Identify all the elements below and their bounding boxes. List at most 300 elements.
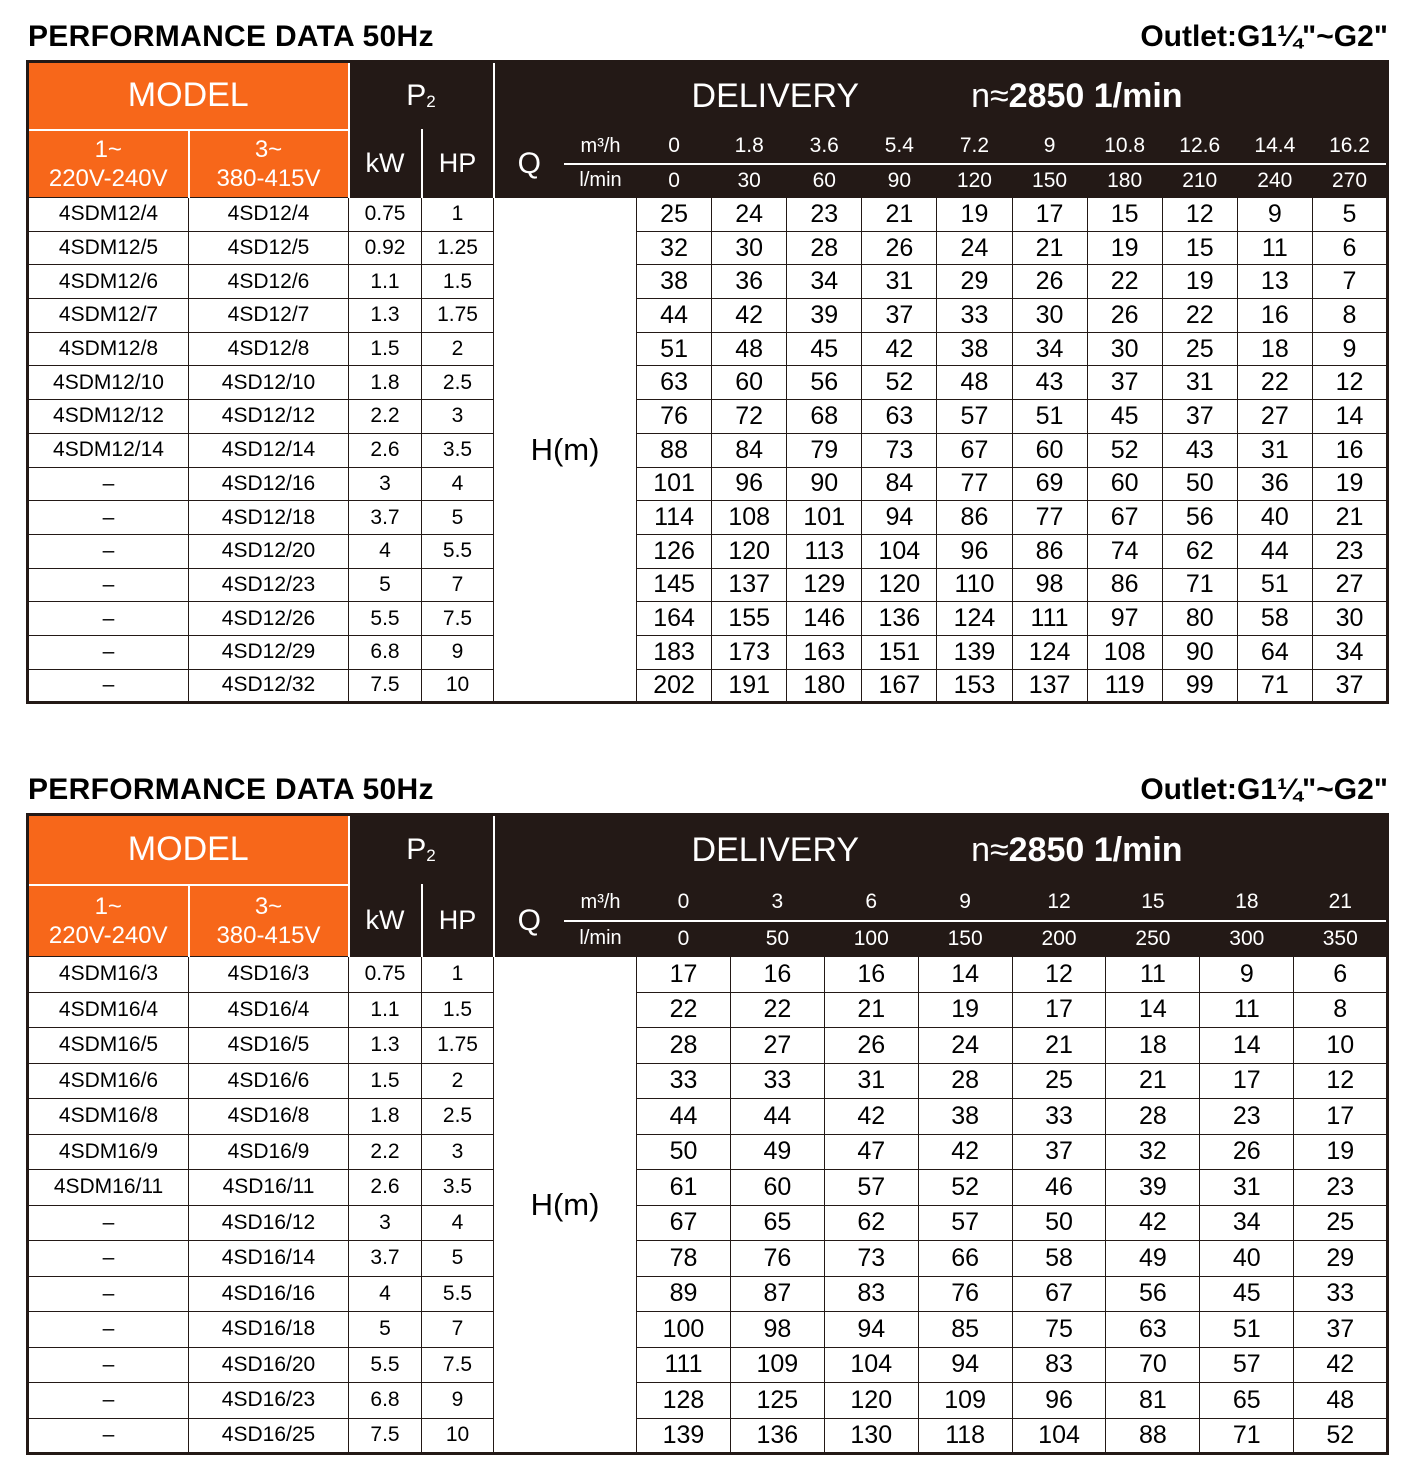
three-phase-model: 4SD12/32 [189, 669, 349, 703]
head-value: 22 [1162, 299, 1237, 333]
head-value: 120 [824, 1383, 918, 1419]
head-value: 167 [862, 669, 937, 703]
head-value: 73 [824, 1241, 918, 1277]
head-value: 19 [937, 198, 1012, 232]
single-phase-model: 4SDM12/6 [28, 265, 189, 299]
head-value: 8 [1294, 992, 1388, 1028]
head-value: 118 [918, 1418, 1012, 1454]
head-value: 57 [918, 1205, 1012, 1241]
head-value: 9 [1200, 957, 1294, 993]
head-value: 67 [1087, 501, 1162, 535]
kw-header: kW [349, 885, 422, 957]
power-kw: 1.1 [349, 992, 422, 1028]
single-phase-model: 4SDM16/5 [28, 1028, 189, 1064]
q-unit-m3h: m³/h [565, 130, 637, 164]
head-value: 97 [1087, 602, 1162, 636]
power-hp: 2.5 [422, 366, 494, 400]
three-phase-header [189, 885, 349, 957]
head-value: 80 [1162, 602, 1237, 636]
single-phase-model: 4SDM16/6 [28, 1063, 189, 1099]
head-value: 76 [637, 400, 712, 434]
head-value: 76 [730, 1241, 824, 1277]
table-row [28, 299, 1388, 333]
power-kw: 3 [349, 467, 422, 501]
head-value: 44 [637, 1099, 731, 1135]
q-header: Q [494, 885, 565, 957]
head-value: 24 [937, 231, 1012, 265]
head-value: 23 [1200, 1099, 1294, 1135]
header-row-top [28, 815, 1388, 885]
head-value: 114 [637, 501, 712, 535]
head-value: 94 [862, 501, 937, 535]
head-value: 163 [787, 635, 862, 669]
head-value: 24 [918, 1028, 1012, 1064]
table-row [28, 1205, 1388, 1241]
p2-label: P [406, 79, 427, 112]
head-value: 49 [730, 1134, 824, 1170]
head-value: 101 [787, 501, 862, 535]
q-lmin-value: 150 [918, 921, 1012, 957]
head-value: 108 [1087, 635, 1162, 669]
single-phase-model: – [28, 1276, 189, 1312]
power-kw: 1.8 [349, 366, 422, 400]
head-value: 56 [1162, 501, 1237, 535]
head-value: 32 [1106, 1134, 1200, 1170]
head-value: 119 [1087, 669, 1162, 703]
hp-header: HP [422, 130, 494, 198]
three-phase-model: 4SD16/14 [189, 1241, 349, 1277]
three-phase-model: 4SD12/10 [189, 366, 349, 400]
power-hp: 7 [422, 568, 494, 602]
q-m3h-value: 3 [730, 885, 824, 921]
table-row [28, 534, 1388, 568]
q-unit-m3h: m³/h [565, 885, 637, 921]
head-value: 71 [1237, 669, 1312, 703]
header-row-top [28, 62, 1388, 130]
power-kw: 3.7 [349, 501, 422, 535]
delivery-header [494, 62, 1388, 130]
head-value: 21 [1106, 1063, 1200, 1099]
head-value: 56 [787, 366, 862, 400]
speed-value: 2850 [1008, 830, 1085, 869]
power-kw: 4 [349, 534, 422, 568]
q-unit-lmin: l/min [565, 164, 637, 198]
head-value: 42 [712, 299, 787, 333]
head-value: 22 [1237, 366, 1312, 400]
head-value: 38 [937, 332, 1012, 366]
head-value: 72 [712, 400, 787, 434]
head-value: 9 [1237, 198, 1312, 232]
power-kw: 1.8 [349, 1099, 422, 1135]
q-lmin-value: 180 [1087, 164, 1162, 198]
speed-label [971, 831, 1182, 869]
q-m3h-value: 1.8 [712, 130, 787, 164]
head-value: 36 [712, 265, 787, 299]
outlet-spec: Outlet:G1¼"~G2" [1140, 773, 1388, 806]
head-value: 86 [1012, 534, 1087, 568]
three-phase-model: 4SD12/4 [189, 198, 349, 232]
head-value: 48 [712, 332, 787, 366]
head-value: 51 [1237, 568, 1312, 602]
head-value: 33 [730, 1063, 824, 1099]
head-value: 21 [1012, 1028, 1106, 1064]
head-value: 60 [1012, 433, 1087, 467]
head-value: 19 [918, 992, 1012, 1028]
head-value: 37 [1162, 400, 1237, 434]
table-row [28, 1063, 1388, 1099]
single-phase-model: – [28, 534, 189, 568]
table-row [28, 231, 1388, 265]
single-phase-model: 4SDM16/9 [28, 1134, 189, 1170]
table-row [28, 433, 1388, 467]
power-hp: 1 [422, 198, 494, 232]
power-hp: 1.75 [422, 1028, 494, 1064]
head-value: 86 [937, 501, 1012, 535]
q-m3h-value: 7.2 [937, 130, 1012, 164]
speed-label [971, 77, 1182, 115]
head-value: 62 [1162, 534, 1237, 568]
head-value: 34 [1312, 635, 1387, 669]
head-value: 12 [1012, 957, 1106, 993]
head-value: 137 [1012, 669, 1087, 703]
three-phase-model: 4SD16/20 [189, 1347, 349, 1383]
head-value: 37 [862, 299, 937, 333]
q-m3h-value: 21 [1294, 885, 1388, 921]
head-value: 15 [1162, 231, 1237, 265]
table-row [28, 467, 1388, 501]
head-value: 39 [787, 299, 862, 333]
head-value: 99 [1162, 669, 1237, 703]
single-phase-model: 4SDM16/11 [28, 1170, 189, 1206]
head-value: 31 [824, 1063, 918, 1099]
q-m3h-value: 6 [824, 885, 918, 921]
table-row [28, 400, 1388, 434]
head-value: 44 [1237, 534, 1312, 568]
head-value: 17 [1294, 1099, 1388, 1135]
section-title: PERFORMANCE DATA 50Hz [28, 773, 434, 806]
table-row [28, 1383, 1388, 1419]
head-value: 57 [824, 1170, 918, 1206]
head-value: 70 [1106, 1347, 1200, 1383]
head-value: 71 [1162, 568, 1237, 602]
kw-header: kW [349, 130, 422, 198]
head-value: 21 [824, 992, 918, 1028]
head-value: 30 [1012, 299, 1087, 333]
table-row [28, 1099, 1388, 1135]
head-value: 52 [1087, 433, 1162, 467]
power-hp: 5 [422, 1241, 494, 1277]
head-value: 79 [787, 433, 862, 467]
single-phase-model: 4SDM12/14 [28, 433, 189, 467]
single-phase-model: 4SDM12/8 [28, 332, 189, 366]
head-value: 17 [1012, 992, 1106, 1028]
three-phase-model: 4SD16/3 [189, 957, 349, 993]
head-value: 76 [918, 1276, 1012, 1312]
head-value: 69 [1012, 467, 1087, 501]
speed-prefix: n≈ [971, 830, 1009, 869]
head-value: 44 [730, 1099, 824, 1135]
head-value: 12 [1162, 198, 1237, 232]
q-lmin-value: 0 [637, 164, 712, 198]
table-row [28, 602, 1388, 636]
power-hp: 5.5 [422, 1276, 494, 1312]
head-value: 31 [1200, 1170, 1294, 1206]
head-value: 14 [1312, 400, 1387, 434]
head-value: 60 [712, 366, 787, 400]
single-phase-header [28, 885, 189, 957]
head-value: 94 [918, 1347, 1012, 1383]
head-value: 43 [1162, 433, 1237, 467]
three-phase-model: 4SD12/7 [189, 299, 349, 333]
head-value: 183 [637, 635, 712, 669]
three-phase-model: 4SD12/18 [189, 501, 349, 535]
head-value: 34 [787, 265, 862, 299]
head-value: 39 [1106, 1170, 1200, 1206]
three-phase-model: 4SD12/14 [189, 433, 349, 467]
performance-section-1 [26, 20, 1388, 710]
outlet-spec: Outlet:G1¼"~G2" [1140, 20, 1388, 53]
head-value: 44 [637, 299, 712, 333]
head-value: 45 [787, 332, 862, 366]
q-lmin-value: 270 [1312, 164, 1387, 198]
power-kw: 1.5 [349, 1063, 422, 1099]
head-value: 71 [1200, 1418, 1294, 1454]
head-value: 57 [937, 400, 1012, 434]
head-value: 28 [1106, 1099, 1200, 1135]
three-phase-model: 4SD12/29 [189, 635, 349, 669]
table-row [28, 332, 1388, 366]
power-hp: 4 [422, 467, 494, 501]
three-phase-model: 4SD16/5 [189, 1028, 349, 1064]
head-value: 14 [1106, 992, 1200, 1028]
q-lmin-value: 240 [1237, 164, 1312, 198]
head-value: 104 [1012, 1418, 1106, 1454]
head-value: 42 [918, 1134, 1012, 1170]
power-hp: 10 [422, 669, 494, 703]
head-value: 50 [637, 1134, 731, 1170]
head-value: 120 [862, 568, 937, 602]
q-lmin-value: 0 [637, 921, 731, 957]
head-value: 58 [1237, 602, 1312, 636]
head-value: 129 [787, 568, 862, 602]
head-value: 61 [637, 1170, 731, 1206]
head-value: 125 [730, 1383, 824, 1419]
p2-label: P [406, 833, 427, 866]
delivery-label: DELIVERY [691, 76, 860, 115]
power-kw: 3 [349, 1205, 422, 1241]
head-value: 31 [862, 265, 937, 299]
head-value: 25 [1012, 1063, 1106, 1099]
head-value: 62 [824, 1205, 918, 1241]
q-lmin-value: 100 [824, 921, 918, 957]
head-value: 5 [1312, 198, 1387, 232]
head-label: H(m) [494, 957, 637, 1454]
head-value: 111 [637, 1347, 731, 1383]
head-value: 50 [1162, 467, 1237, 501]
head-value: 96 [712, 467, 787, 501]
head-value: 27 [1237, 400, 1312, 434]
power-kw: 7.5 [349, 1418, 422, 1454]
head-value: 31 [1237, 433, 1312, 467]
single-phase-header [28, 130, 189, 198]
head-value: 109 [730, 1347, 824, 1383]
head-value: 113 [787, 534, 862, 568]
single-phase-label: 1~ [94, 135, 122, 163]
q-lmin-value: 120 [937, 164, 1012, 198]
q-m3h-value: 9 [1012, 130, 1087, 164]
head-value: 90 [787, 467, 862, 501]
head-value: 33 [1012, 1099, 1106, 1135]
q-lmin-value: 50 [730, 921, 824, 957]
table-row [28, 1312, 1388, 1348]
table-row [28, 635, 1388, 669]
power-hp: 5 [422, 501, 494, 535]
head-value: 27 [1312, 568, 1387, 602]
head-value: 67 [637, 1205, 731, 1241]
head-value: 37 [1012, 1134, 1106, 1170]
single-phase-model: 4SDM12/12 [28, 400, 189, 434]
power-kw: 7.5 [349, 669, 422, 703]
power-hp: 1 [422, 957, 494, 993]
three-phase-model: 4SD12/20 [189, 534, 349, 568]
head-value: 65 [730, 1205, 824, 1241]
three-phase-model: 4SD12/16 [189, 467, 349, 501]
head-value: 83 [824, 1276, 918, 1312]
three-phase-model: 4SD16/25 [189, 1418, 349, 1454]
head-value: 16 [824, 957, 918, 993]
head-value: 63 [862, 400, 937, 434]
head-value: 60 [730, 1170, 824, 1206]
head-value: 23 [787, 198, 862, 232]
power-hp: 1.25 [422, 231, 494, 265]
head-value: 64 [1237, 635, 1312, 669]
head-value: 19 [1162, 265, 1237, 299]
q-m3h-value: 12.6 [1162, 130, 1237, 164]
header-row-q-m3h [28, 130, 1388, 164]
head-value: 25 [637, 198, 712, 232]
single-phase-model: – [28, 1312, 189, 1348]
head-value: 90 [1162, 635, 1237, 669]
single-phase-model: – [28, 1241, 189, 1277]
head-value: 100 [637, 1312, 731, 1348]
head-value: 104 [862, 534, 937, 568]
power-kw: 1.3 [349, 1028, 422, 1064]
head-value: 94 [824, 1312, 918, 1348]
power-kw: 0.75 [349, 198, 422, 232]
q-m3h-value: 18 [1200, 885, 1294, 921]
head-value: 164 [637, 602, 712, 636]
q-lmin-value: 250 [1106, 921, 1200, 957]
power-hp: 7.5 [422, 1347, 494, 1383]
single-phase-model: – [28, 669, 189, 703]
head-value: 63 [1106, 1312, 1200, 1348]
head-value: 63 [637, 366, 712, 400]
three-phase-model: 4SD16/23 [189, 1383, 349, 1419]
head-value: 34 [1012, 332, 1087, 366]
head-value: 65 [1200, 1383, 1294, 1419]
head-value: 16 [1312, 433, 1387, 467]
head-value: 108 [712, 501, 787, 535]
q-lmin-value: 90 [862, 164, 937, 198]
power-hp: 1.75 [422, 299, 494, 333]
head-value: 126 [637, 534, 712, 568]
power-hp: 3.5 [422, 1170, 494, 1206]
head-value: 30 [1312, 602, 1387, 636]
head-value: 11 [1200, 992, 1294, 1028]
head-value: 31 [1162, 366, 1237, 400]
head-value: 77 [937, 467, 1012, 501]
table-row [28, 1418, 1388, 1454]
q-m3h-value: 16.2 [1312, 130, 1387, 164]
power-hp: 3.5 [422, 433, 494, 467]
head-value: 23 [1312, 534, 1387, 568]
head-value: 85 [918, 1312, 1012, 1348]
p2-subscript: 2 [426, 92, 436, 111]
head-value: 124 [937, 602, 1012, 636]
head-value: 86 [1087, 568, 1162, 602]
head-value: 50 [1012, 1205, 1106, 1241]
head-value: 66 [918, 1241, 1012, 1277]
table-row [28, 669, 1388, 703]
head-value: 13 [1237, 265, 1312, 299]
head-value: 17 [1012, 198, 1087, 232]
head-value: 67 [1012, 1276, 1106, 1312]
head-value: 128 [637, 1383, 731, 1419]
q-m3h-value: 0 [637, 130, 712, 164]
head-value: 15 [1087, 198, 1162, 232]
head-value: 202 [637, 669, 712, 703]
head-value: 139 [637, 1418, 731, 1454]
head-value: 101 [637, 467, 712, 501]
head-value: 26 [1012, 265, 1087, 299]
single-phase-model: – [28, 568, 189, 602]
power-hp: 2 [422, 1063, 494, 1099]
head-value: 48 [937, 366, 1012, 400]
delivery-label: DELIVERY [691, 830, 860, 869]
head-value: 75 [1012, 1312, 1106, 1348]
single-phase-model: 4SDM16/8 [28, 1099, 189, 1135]
head-value: 52 [1294, 1418, 1388, 1454]
head-value: 58 [1012, 1241, 1106, 1277]
head-value: 96 [937, 534, 1012, 568]
q-lmin-value: 30 [712, 164, 787, 198]
single-phase-model: 4SDM12/7 [28, 299, 189, 333]
power-kw: 5 [349, 568, 422, 602]
head-value: 42 [862, 332, 937, 366]
head-value: 10 [1294, 1028, 1388, 1064]
single-phase-model: – [28, 501, 189, 535]
single-phase-model: 4SDM12/4 [28, 198, 189, 232]
single-phase-model: 4SDM12/10 [28, 366, 189, 400]
head-value: 40 [1237, 501, 1312, 535]
three-phase-model: 4SD12/12 [189, 400, 349, 434]
table-row [28, 366, 1388, 400]
power-kw: 5 [349, 1312, 422, 1348]
model-header: MODEL [28, 62, 349, 130]
power-hp: 3 [422, 1134, 494, 1170]
power-hp: 10 [422, 1418, 494, 1454]
performance-table-1 [26, 60, 1389, 704]
head-value: 84 [712, 433, 787, 467]
power-hp: 9 [422, 635, 494, 669]
power-hp: 2.5 [422, 1099, 494, 1135]
p2-subscript: 2 [426, 846, 436, 865]
head-value: 29 [937, 265, 1012, 299]
head-value: 25 [1162, 332, 1237, 366]
head-value: 136 [862, 602, 937, 636]
single-phase-model: – [28, 467, 189, 501]
q-m3h-value: 15 [1106, 885, 1200, 921]
